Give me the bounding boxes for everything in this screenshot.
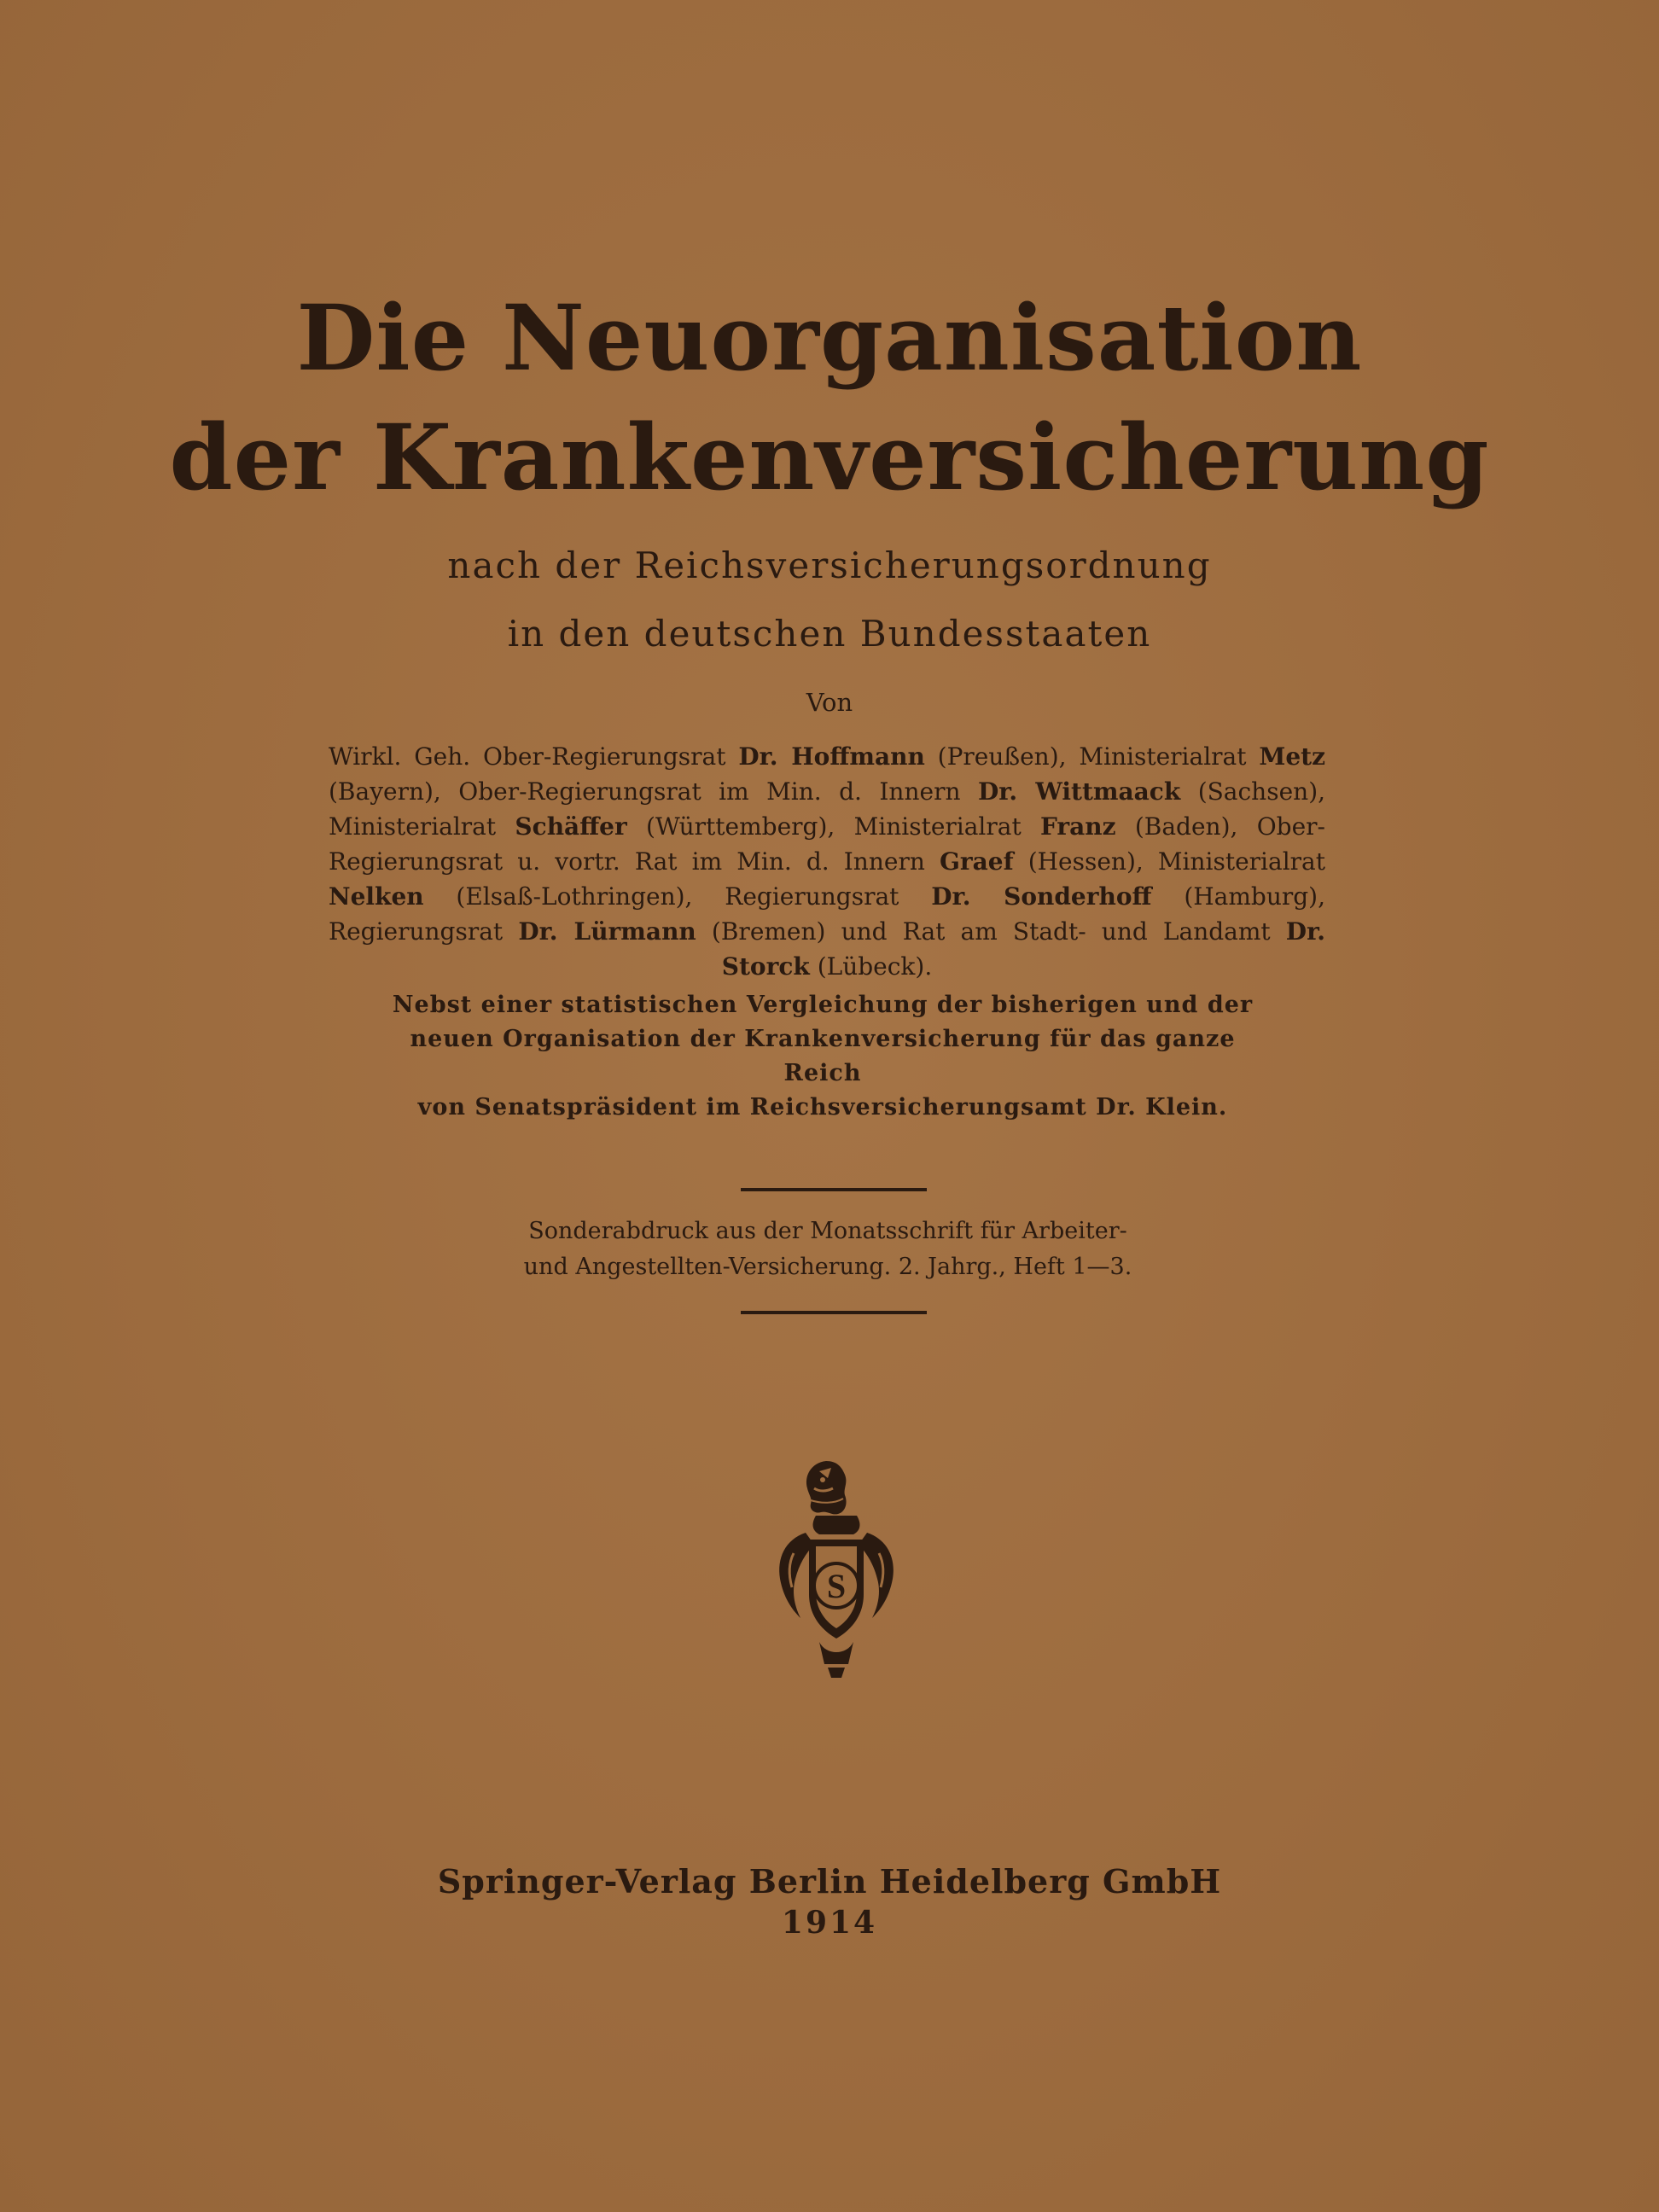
author-name: Dr. Wittmaack: [977, 777, 1181, 806]
subtitle-line-1: nach der Reichsversicherungsordnung: [447, 544, 1212, 586]
statistics-note-line: neuen Organisation der Krankenversicherung für das ganze Reich: [410, 1026, 1236, 1086]
statistics-note-line: Nebst einer statistischen Vergleichung der bisherigen und der: [392, 992, 1254, 1018]
author-name: Nelken: [329, 882, 424, 911]
statistics-note: [375, 988, 1270, 1125]
author-text: (Lübeck).: [809, 952, 933, 981]
author-name: Franz: [1040, 812, 1116, 841]
author-text: (Bayern), Ober-Regierungsrat im Min. d. Innern: [329, 777, 978, 806]
author-text: (Hamburg), Regierungsrat: [329, 882, 1325, 946]
reprint-note-line: und Angestellten-Versicherung. 2. Jahrg., Heft 1—3.: [523, 1254, 1132, 1280]
author-name: Dr. Hoffmann: [738, 742, 925, 771]
divider-bottom: [741, 1311, 927, 1314]
author-name: Schäffer: [515, 812, 627, 841]
author-name: Dr. Sonderhoff: [931, 882, 1152, 911]
author-name: Graef: [939, 847, 1014, 876]
divider-top: [741, 1188, 927, 1191]
author-text: (Hessen), Ministerialrat: [1013, 847, 1325, 876]
springer-knight-emblem-icon: [760, 1451, 913, 1681]
title-line-1: Die Neuorganisation: [296, 284, 1363, 391]
author-text: Wirkl. Geh. Ober-Regierungsrat: [329, 742, 739, 771]
statistics-note-line: von Senatspräsident im Reichsversicherungsamt Dr. Klein.: [417, 1094, 1228, 1121]
author-name: Dr. Storck: [721, 917, 1326, 981]
author-name: Dr. Lürmann: [518, 917, 696, 946]
author-name: Metz: [1259, 742, 1325, 771]
subtitle-line-2: in den deutschen Bundesstaaten: [507, 613, 1152, 655]
reprint-note: [486, 1214, 1169, 1285]
author-text: (Baden), Ober-Regierungsrat u. vortr. Rat im Min. d. Innern: [329, 812, 1325, 876]
emblem-letter: S: [826, 1567, 847, 1605]
author-text: (Württemberg), Ministerialrat: [626, 812, 1041, 841]
publication-year: 1914: [781, 1905, 878, 1941]
publisher-name: Springer-Verlag Berlin Heidelberg GmbH: [437, 1862, 1222, 1901]
author-text: (Preußen), Ministerialrat: [924, 742, 1260, 771]
title-line-2: der Krankenversicherung: [169, 404, 1490, 510]
author-text: (Elsaß-Lothringen), Regierungsrat: [423, 882, 932, 911]
reprint-note-line: Sonderabdruck aus der Monatsschrift für Arbeiter-: [528, 1218, 1127, 1244]
author-text: (Bremen) und Rat am Stadt- und Landamt: [696, 917, 1286, 946]
by-label: Von: [806, 688, 853, 717]
author-text: (Sachsen), Ministerialrat: [329, 777, 1326, 841]
author-list: [329, 739, 1325, 984]
